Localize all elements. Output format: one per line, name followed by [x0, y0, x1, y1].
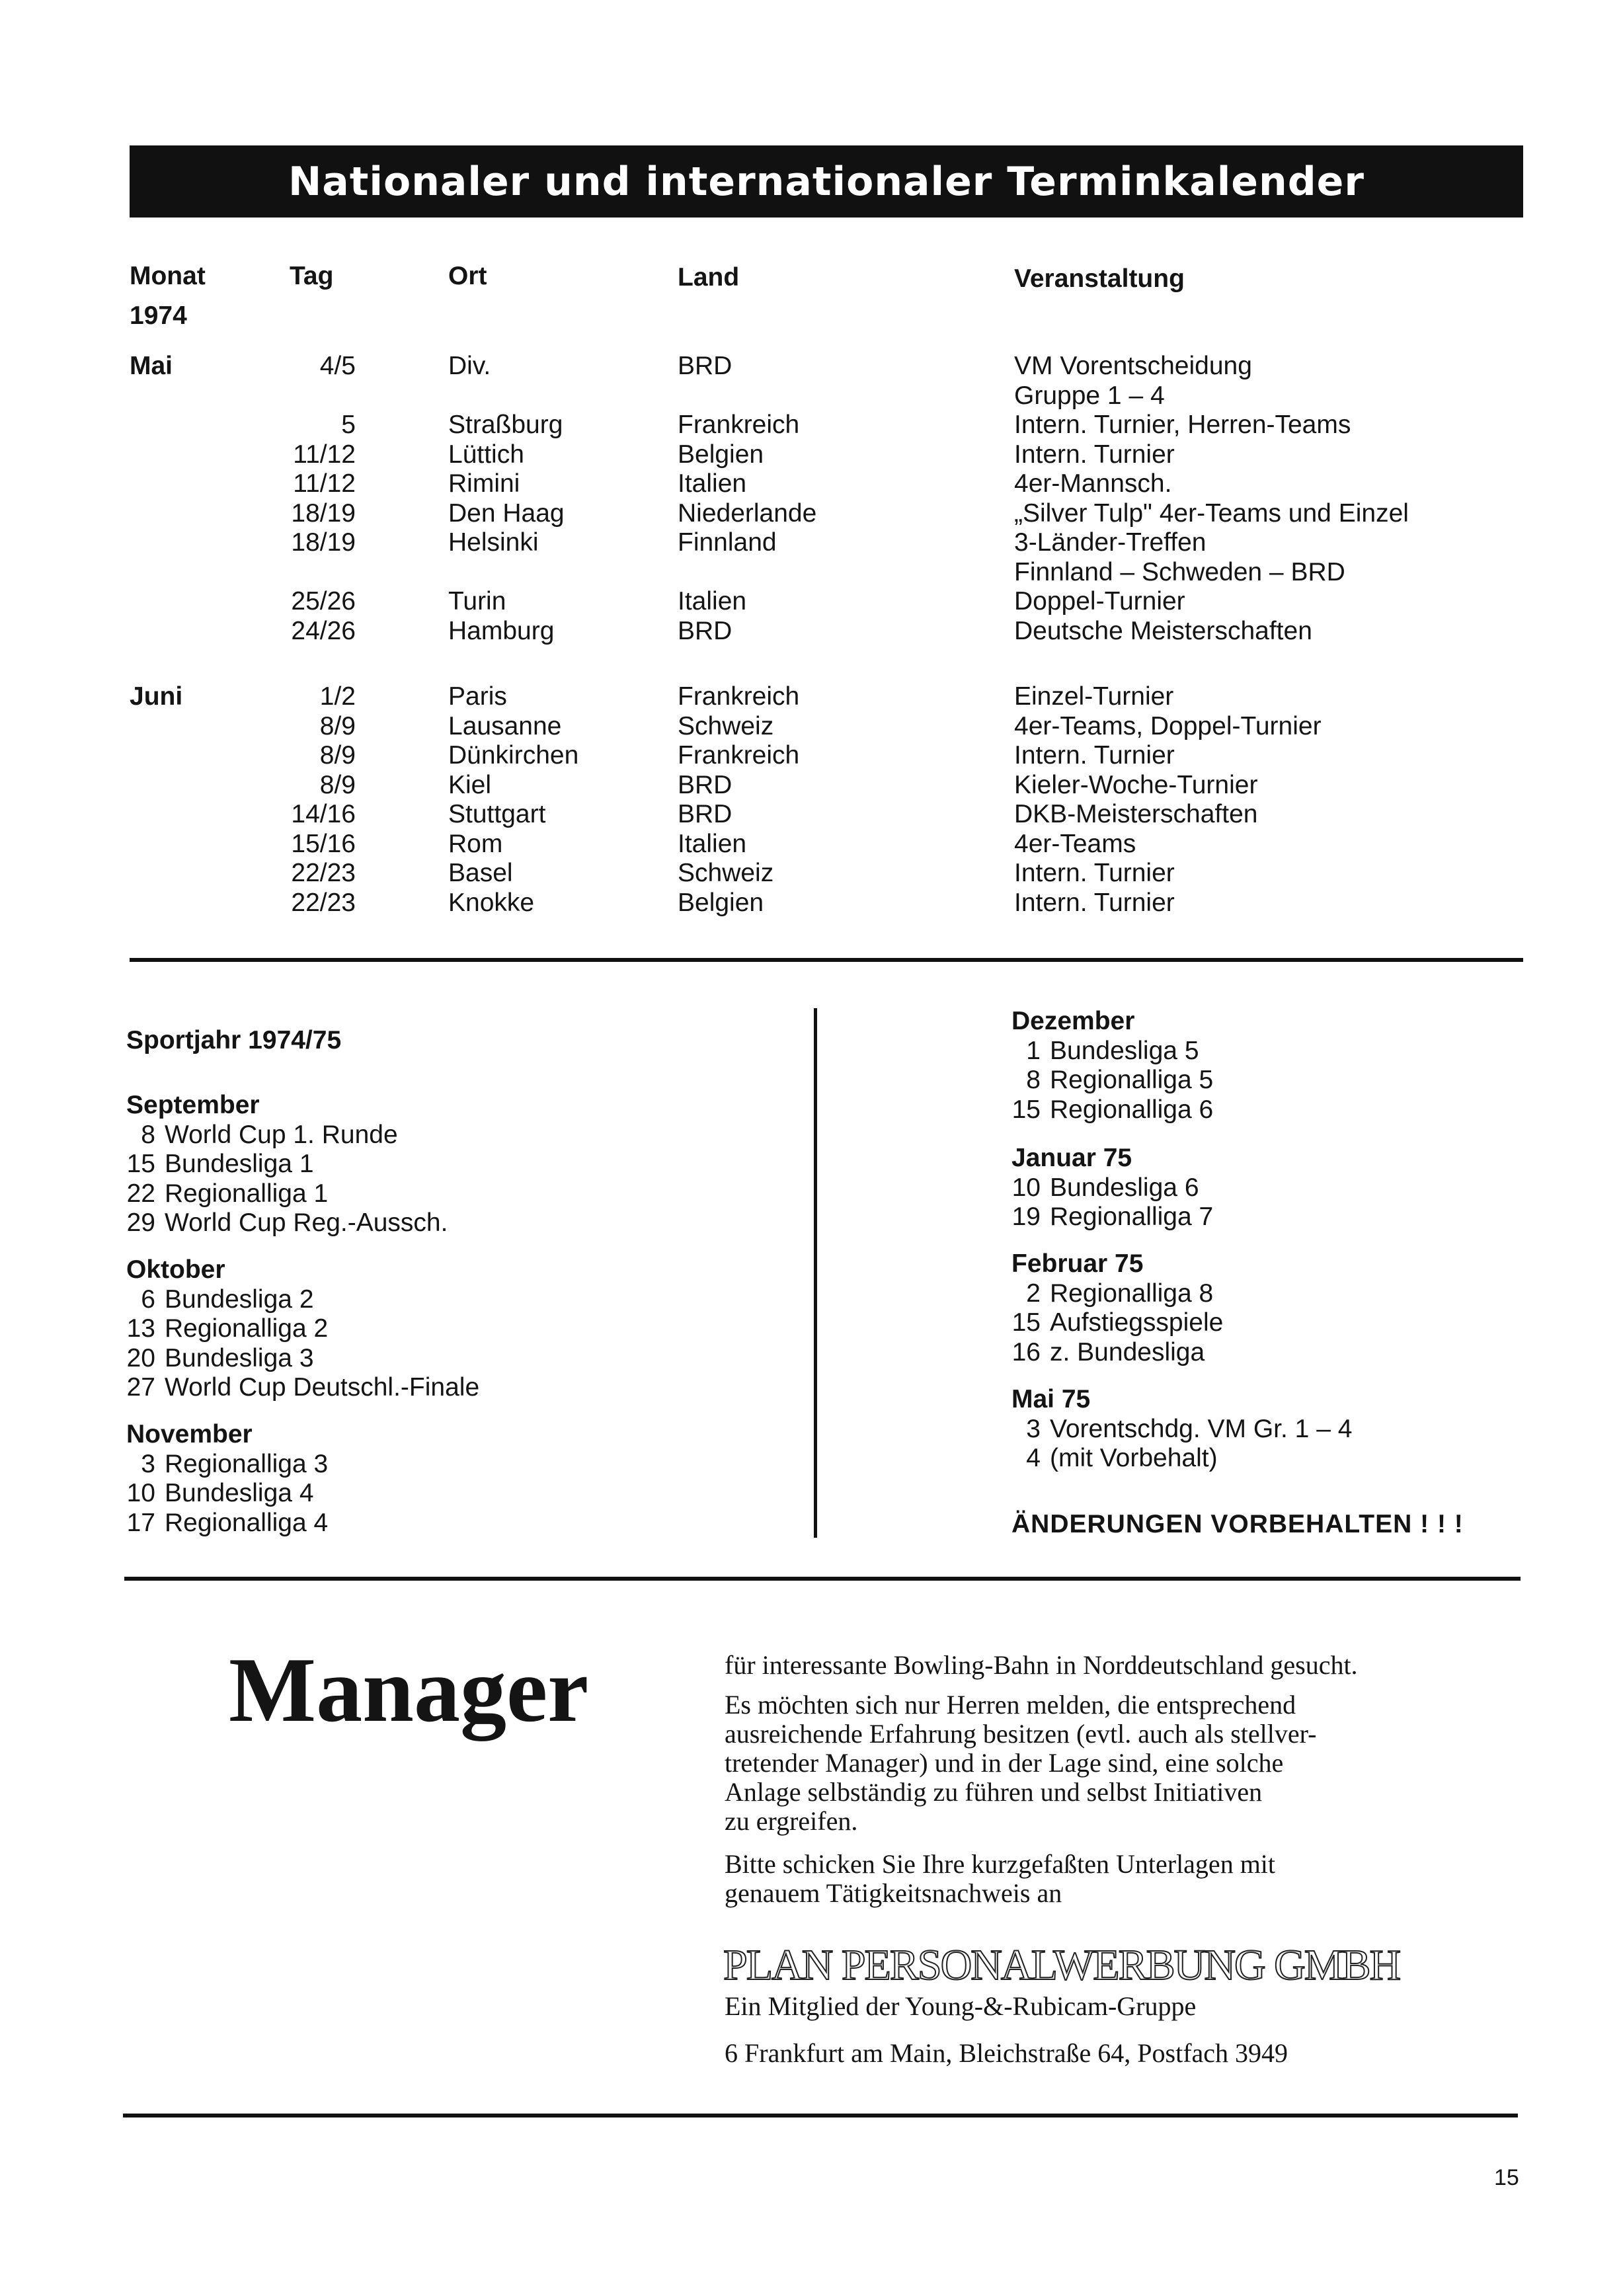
cell-tag: 25/26	[291, 587, 356, 615]
month-label: Juni	[130, 682, 183, 711]
cell-ort: Rom	[448, 829, 503, 858]
divider	[123, 2114, 1518, 2118]
company-member: Ein Mitglied der Young-&-Rubicam-Gruppe	[725, 1991, 1197, 2021]
item-label: World Cup Deutschl.-Finale	[165, 1373, 480, 1402]
cell-veranstaltung: Intern. Turnier	[1014, 440, 1175, 469]
month-heading: November	[126, 1420, 253, 1448]
item-day: 3	[1026, 1414, 1041, 1443]
cell-ort: Lüttich	[448, 440, 524, 469]
cell-veranstaltung: Intern. Turnier, Herren-Teams	[1014, 411, 1351, 439]
schedule-item	[117, 1208, 448, 1238]
cell-veranstaltung: Finnland – Schweden – BRD	[1014, 557, 1345, 586]
item-label: World Cup 1. Runde	[165, 1120, 398, 1149]
cell-ort: Straßburg	[448, 411, 563, 439]
schedule-item	[1002, 1173, 1199, 1203]
item-label: Regionalliga 3	[165, 1449, 329, 1478]
cell-tag: 8/9	[319, 770, 356, 799]
cell-ort: Kiel	[448, 770, 492, 799]
item-label: Bundesliga 3	[165, 1343, 314, 1372]
cell-veranstaltung: 3-Länder-Treffen	[1014, 528, 1207, 557]
ad-line: zu ergreifen.	[725, 1806, 858, 1836]
schedule-item	[117, 1314, 328, 1343]
cell-ort: Hamburg	[448, 616, 555, 645]
ad-line: ausreichende Erfahrung besitzen (evtl. auch als stellver-	[725, 1719, 1317, 1749]
cell-land: Frankreich	[678, 411, 800, 439]
item-label: Regionalliga 6	[1050, 1095, 1214, 1124]
cell-tag: 11/12	[293, 469, 356, 498]
month-heading: September	[126, 1091, 260, 1119]
item-label: z. Bundesliga	[1050, 1337, 1205, 1366]
schedule-item	[117, 1285, 314, 1314]
item-day: 2	[1026, 1279, 1041, 1308]
notice: ÄNDERUNGEN VORBEHALTEN ! ! !	[1011, 1510, 1464, 1538]
item-label: Vorentschdg. VM Gr. 1 – 4	[1050, 1414, 1353, 1443]
cell-tag: 11/12	[293, 440, 356, 469]
cell-veranstaltung: Intern. Turnier	[1014, 888, 1175, 917]
cell-veranstaltung: Intern. Turnier	[1014, 859, 1175, 887]
schedule-item	[1002, 1095, 1213, 1125]
cell-ort: Div.	[448, 352, 491, 380]
cell-ort: Dünkirchen	[448, 741, 579, 770]
cell-land: Schweiz	[678, 711, 774, 740]
item-day: 15	[1011, 1308, 1041, 1337]
cell-ort: Lausanne	[448, 711, 562, 740]
item-label: Bundesliga 4	[165, 1479, 314, 1507]
cell-ort: Rimini	[448, 469, 520, 498]
cell-tag: 14/16	[291, 800, 356, 828]
cell-veranstaltung: Deutsche Meisterschaften	[1014, 616, 1312, 645]
item-day: 8	[141, 1120, 155, 1149]
cell-tag: 22/23	[291, 859, 356, 887]
item-day: 8	[1026, 1066, 1041, 1094]
item-label: Regionalliga 2	[165, 1314, 329, 1343]
cell-tag: 15/16	[291, 829, 356, 858]
cell-tag: 8/9	[319, 741, 356, 770]
item-label: World Cup Reg.-Aussch.	[165, 1208, 448, 1237]
month-heading: Dezember	[1011, 1007, 1135, 1035]
item-day: 15	[126, 1150, 155, 1178]
cell-ort: Turin	[448, 587, 506, 615]
ad-line: genauem Tätigkeitsnachweis an	[725, 1878, 1062, 1908]
cell-veranstaltung: 4er-Teams	[1014, 829, 1136, 858]
cell-land: BRD	[678, 352, 732, 380]
schedule-item	[117, 1450, 328, 1479]
cell-tag: 18/19	[291, 528, 356, 557]
header-year: 1974	[130, 301, 187, 330]
item-label: Aufstiegsspiele	[1050, 1308, 1224, 1337]
cell-tag: 8/9	[319, 711, 356, 740]
item-day: 10	[1011, 1173, 1041, 1202]
item-label: Regionalliga 1	[165, 1179, 329, 1208]
item-day: 10	[126, 1479, 155, 1507]
company-address: 6 Frankfurt am Main, Bleichstraße 64, Postfach 3949	[725, 2038, 1288, 2068]
item-day: 17	[126, 1508, 155, 1537]
cell-land: Italien	[678, 469, 747, 498]
cell-tag: 4/5	[319, 352, 356, 380]
header-ort: Ort	[448, 262, 487, 290]
schedule-item	[117, 1121, 398, 1150]
column-divider	[814, 1008, 817, 1538]
cell-veranstaltung: Intern. Turnier	[1014, 741, 1175, 770]
ad-headline: Manager	[229, 1639, 589, 1741]
cell-tag: 24/26	[291, 616, 356, 645]
schedule-item	[117, 1373, 479, 1402]
schedule-item	[117, 1344, 314, 1373]
item-label: Regionalliga 7	[1050, 1203, 1214, 1231]
cell-tag: 1/2	[319, 682, 356, 711]
cell-ort: Stuttgart	[448, 800, 546, 828]
schedule-item	[117, 1509, 328, 1538]
month-heading: Mai 75	[1011, 1385, 1091, 1413]
cell-tag: 22/23	[291, 888, 356, 917]
title-banner	[130, 145, 1523, 218]
item-day: 27	[126, 1373, 155, 1402]
item-day: 20	[126, 1343, 155, 1372]
cell-veranstaltung: VM Vorentscheidung	[1014, 352, 1252, 380]
schedule-item	[1002, 1444, 1218, 1473]
cell-tag: 5	[341, 411, 356, 439]
cell-land: Finnland	[678, 528, 777, 557]
item-day: 15	[1011, 1095, 1041, 1124]
divider	[130, 958, 1523, 962]
cell-ort: Helsinki	[448, 528, 539, 557]
divider	[124, 1577, 1521, 1581]
item-day: 16	[1011, 1337, 1041, 1366]
cell-veranstaltung: Gruppe 1 – 4	[1014, 381, 1165, 410]
ad-line: Bitte schicken Sie Ihre kurzgefaßten Unterlagen mit	[725, 1849, 1276, 1879]
item-day: 22	[126, 1179, 155, 1208]
ad-line: Es möchten sich nur Herren melden, die entsprechend	[725, 1690, 1296, 1720]
header-veranstaltung: Veranstaltung	[1014, 264, 1185, 293]
schedule-item	[1002, 1066, 1213, 1095]
cell-ort: Den Haag	[448, 498, 565, 528]
cell-land: Frankreich	[678, 741, 800, 770]
cell-ort: Basel	[448, 859, 513, 887]
cell-veranstaltung: Kieler-Woche-Turnier	[1014, 770, 1258, 799]
item-label: Regionalliga 5	[1050, 1066, 1214, 1094]
month-heading: Oktober	[126, 1255, 225, 1284]
cell-land: Frankreich	[678, 682, 800, 711]
header-tag: Tag	[290, 262, 334, 290]
cell-veranstaltung: „Silver Tulp" 4er-Teams und Einzel	[1014, 498, 1409, 528]
cell-land: Belgien	[678, 888, 764, 917]
item-day: 13	[126, 1314, 155, 1343]
schedule-item	[117, 1150, 314, 1179]
ad-line: Anlage selbständig zu führen und selbst Initiativen	[725, 1777, 1263, 1807]
cell-tag: 18/19	[291, 498, 356, 528]
page-title: Nationaler und internationaler Terminkalender	[288, 158, 1365, 205]
schedule-item	[1002, 1203, 1213, 1232]
item-day: 19	[1011, 1203, 1041, 1231]
item-day: 1	[1026, 1036, 1041, 1065]
cell-ort: Knokke	[448, 888, 535, 917]
item-label: (mit Vorbehalt)	[1050, 1444, 1218, 1472]
item-day: 3	[141, 1449, 155, 1478]
schedule-item	[1002, 1415, 1352, 1444]
page-number: 15	[1494, 2165, 1519, 2190]
schedule-item	[1002, 1037, 1199, 1066]
ad-line1: für interessante Bowling-Bahn in Norddeutschland gesucht.	[725, 1650, 1358, 1680]
item-day: 6	[141, 1285, 155, 1314]
cell-land: Italien	[678, 829, 747, 858]
cell-land: Niederlande	[678, 498, 817, 528]
schedule-item	[117, 1479, 314, 1508]
item-day: 29	[126, 1208, 155, 1237]
cell-veranstaltung: 4er-Mannsch.	[1014, 469, 1172, 498]
cell-land: BRD	[678, 616, 732, 645]
cell-ort: Paris	[448, 682, 507, 711]
cell-land: Schweiz	[678, 859, 774, 887]
item-label: Bundesliga 5	[1050, 1036, 1199, 1065]
cell-veranstaltung: Einzel-Turnier	[1014, 682, 1174, 711]
cell-land: BRD	[678, 800, 732, 828]
cell-land: BRD	[678, 770, 732, 799]
header-monat: Monat	[130, 262, 206, 290]
cell-veranstaltung: Doppel-Turnier	[1014, 587, 1185, 615]
cell-land: Italien	[678, 587, 747, 615]
company-logo: PLAN PERSONALWERBUNG GMBH	[723, 1941, 1400, 1989]
item-label: Regionalliga 4	[165, 1508, 329, 1537]
ad-paragraph-2	[725, 1690, 1316, 1836]
schedule-item	[117, 1179, 328, 1208]
schedule-item	[1002, 1308, 1223, 1337]
cell-land: Belgien	[678, 440, 764, 469]
ad-paragraph-3	[725, 1850, 1275, 1908]
month-label: Mai	[130, 352, 173, 380]
item-label: Bundesliga 6	[1050, 1173, 1199, 1202]
sportjahr-title: Sportjahr 1974/75	[126, 1026, 342, 1054]
month-heading: Februar 75	[1011, 1249, 1144, 1278]
ad-line: tretender Manager) und in der Lage sind, eine solche	[725, 1748, 1284, 1778]
cell-veranstaltung: 4er-Teams, Doppel-Turnier	[1014, 711, 1322, 740]
item-label: Bundesliga 1	[165, 1150, 314, 1178]
header-land: Land	[678, 263, 740, 292]
month-heading: Januar 75	[1011, 1144, 1132, 1172]
item-day: 4	[1026, 1444, 1041, 1472]
item-label: Regionalliga 8	[1050, 1279, 1214, 1308]
schedule-item	[1002, 1279, 1213, 1308]
schedule-item	[1002, 1338, 1205, 1367]
cell-veranstaltung: DKB-Meisterschaften	[1014, 800, 1258, 828]
item-label: Bundesliga 2	[165, 1285, 314, 1314]
